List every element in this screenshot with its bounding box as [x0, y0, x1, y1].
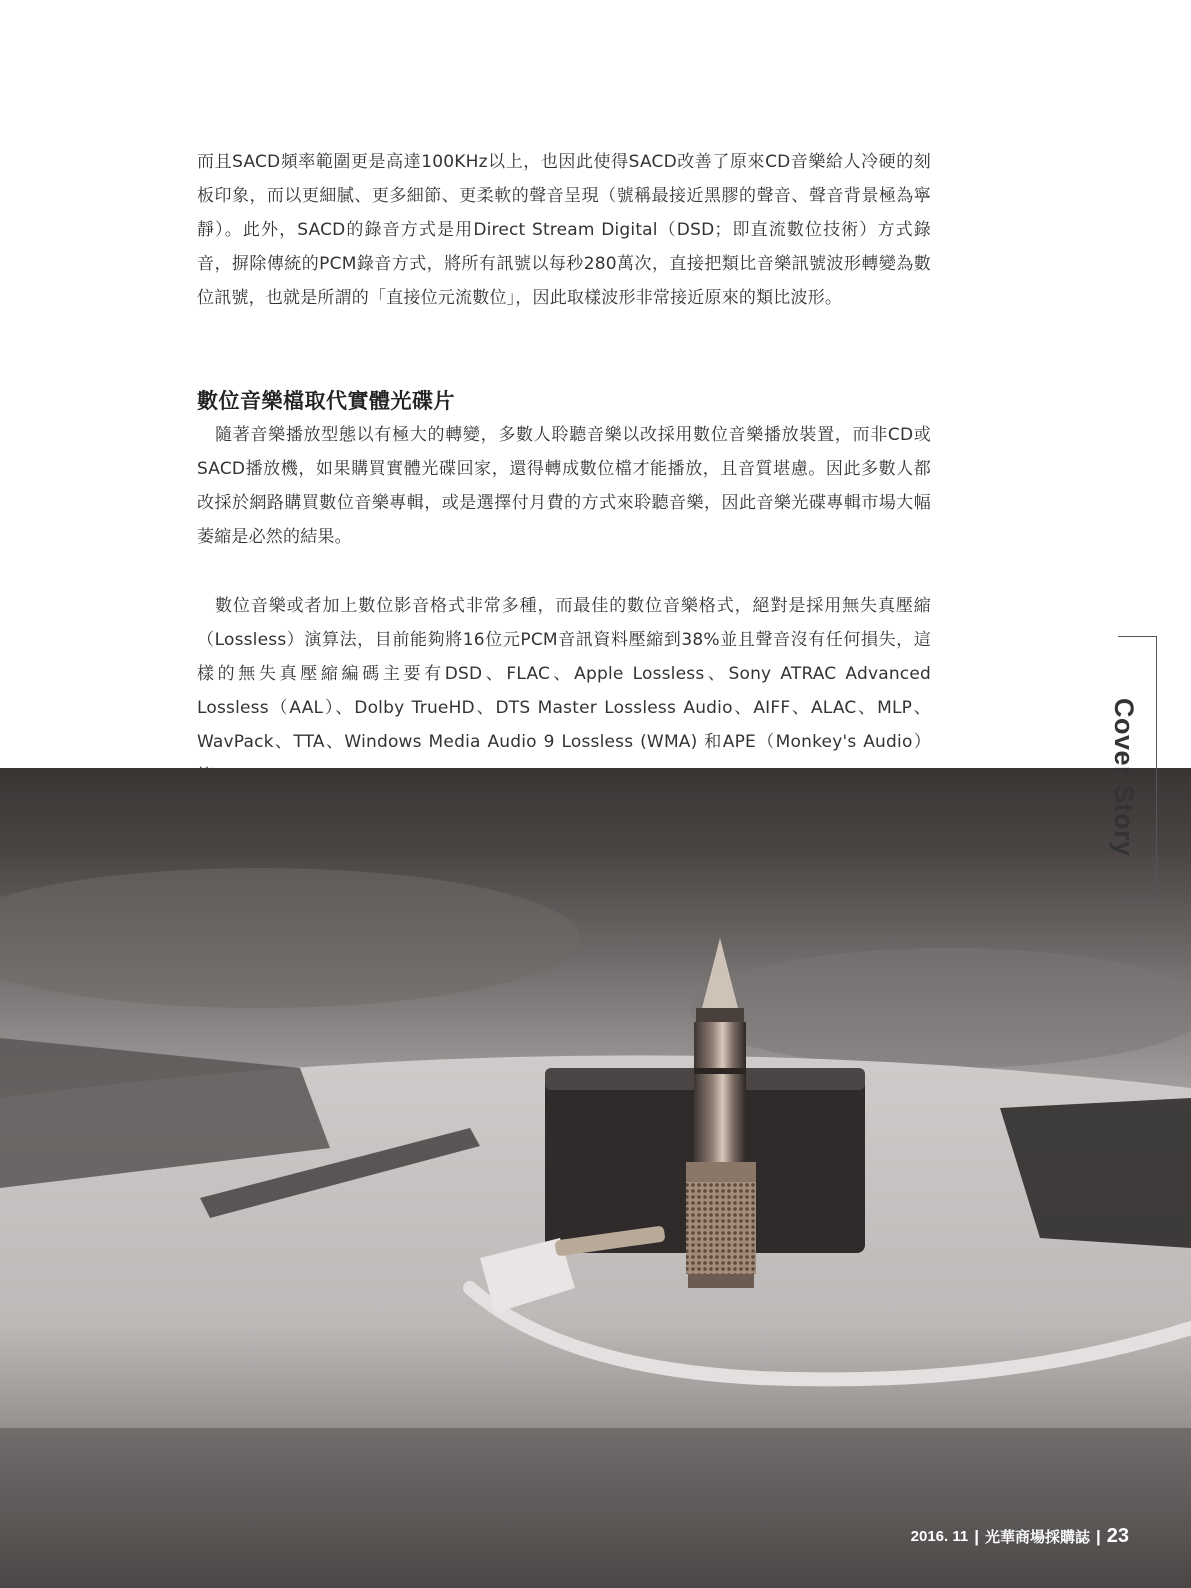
article-paragraph-1: 而且SACD頻率範圍更是高達100KHz以上，也因此使得SACD改善了原來CD音樂給人冷硬的刻板印象，而以更細膩、更多細節、更柔軟的聲音呈現（號稱最接近黑膠的聲音、聲音背景極為寧靜）。此外，SACD的錄音方式是用Direct Stream Digital（DSD；即直流數位技術）方式錄音，摒除傳統的PCM錄音方式，將所有訊號以每秒280萬次，直接把類比音樂訊號波形轉變為數位訊號，也就是所謂的「直接位元流數位」，因此取樣波形非常接近原來的類比波形。 — [197, 152, 931, 308]
article-paragraph-3: 數位音樂或者加上數位影音格式非常多種，而最佳的數位音樂格式，絕對是採用無失真壓縮（Lossless）演算法，目前能夠將16位元PCM音訊資料壓縮到38%並且聲音沒有任何損失，這樣的無失真壓縮編碼主要有DSD、FLAC、Apple Lossless、Sony ATRAC Advanced Lossless（AAL）、Dolby TrueHD、DTS Master Lossless Audio、AIFF、ALAC、MLP、WavPack、TTA、Windows Media Audio 9 Lossless (WMA) 和APE（Monkey's Audio） — [197, 596, 931, 752]
photo-illustration — [0, 768, 1191, 1588]
footer-separator-1: | — [974, 1526, 979, 1546]
footer-separator-2: | — [1095, 1526, 1101, 1546]
article-paragraph-2: 隨著音樂播放型態以有極大的轉變，多數人聆聽音樂以改採用數位音樂播放裝置，而非CD或SACD播放機，如果購買實體光碟回家，還得轉成數位檔才能播放，且音質堪慮。因此多數人都改採於網路購買數位音樂專輯，或是選擇付月費的方式來聆聽音樂，因此音樂光碟專輯市場大幅萎縮是必然的結果。 — [197, 425, 931, 547]
issue-date: 2016. 11 — [910, 1528, 969, 1545]
section-heading: 數位音樂檔取代實體光碟片 — [197, 389, 455, 413]
magazine-name: 光華商場採購誌 — [984, 1529, 1090, 1546]
page-footer — [911, 1525, 1129, 1548]
side-tab-label: Cover Story — [1109, 698, 1139, 857]
page-number: 23 — [1106, 1525, 1129, 1547]
audio-jack-photo — [0, 768, 1191, 1588]
